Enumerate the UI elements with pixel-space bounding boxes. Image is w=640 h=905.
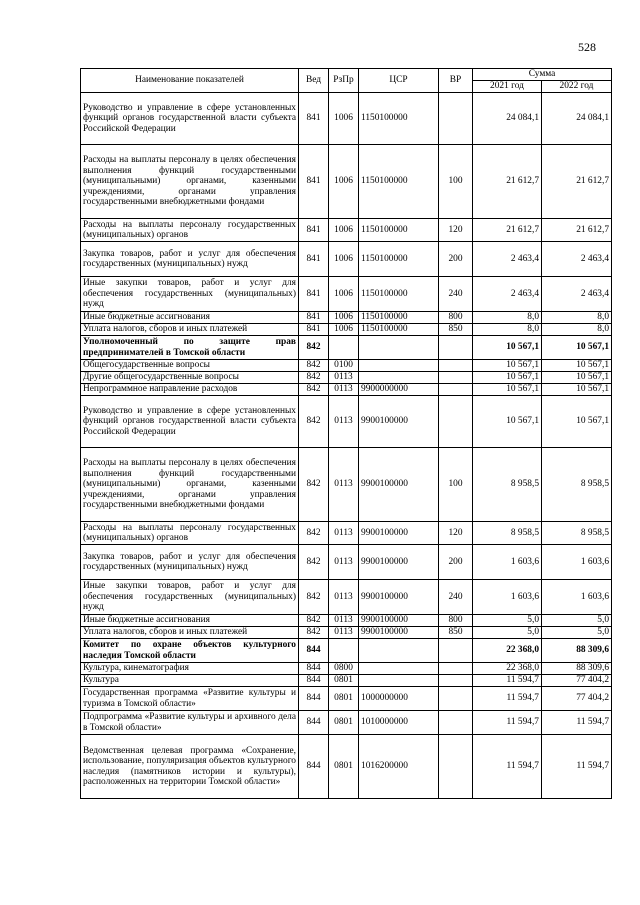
table-row	[81, 711, 612, 735]
cell-vr: 800	[439, 312, 473, 324]
cell-vr	[439, 687, 473, 711]
cell-rzpr: 0113	[329, 384, 359, 396]
cell-rzpr: 1006	[329, 93, 359, 145]
cell-ved: 842	[299, 396, 329, 448]
cell-rzpr: 0113	[329, 627, 359, 639]
cell-rzpr: 0800	[329, 663, 359, 675]
table-row	[81, 687, 612, 711]
cell-rzpr: 0113	[329, 545, 359, 580]
cell-ved: 844	[299, 663, 329, 675]
cell-rzpr: 0113	[329, 372, 359, 384]
cell-vr: 240	[439, 580, 473, 615]
cell-name: Уполномоченный по защите прав предпринимателей в Томской области	[81, 336, 299, 360]
cell-rzpr: 0113	[329, 580, 359, 615]
cell-2022: 77 404,2	[542, 675, 612, 687]
cell-2021: 21 612,7	[473, 219, 542, 242]
cell-csr: 9900100000	[359, 580, 439, 615]
table-row	[81, 93, 612, 145]
cell-2022: 10 567,1	[542, 372, 612, 384]
cell-csr	[359, 663, 439, 675]
cell-rzpr: 0113	[329, 448, 359, 522]
cell-rzpr: 1006	[329, 312, 359, 324]
cell-2021: 8 958,5	[473, 522, 542, 545]
cell-name: Иные бюджетные ассигнования	[81, 615, 299, 627]
cell-vr: 850	[439, 324, 473, 336]
cell-vr	[439, 93, 473, 145]
cell-ved: 841	[299, 277, 329, 312]
cell-2022: 11 594,7	[542, 735, 612, 799]
cell-vr: 200	[439, 242, 473, 277]
cell-name: Расходы на выплаты персоналу государственных (муниципальных) органов	[81, 219, 299, 242]
cell-rzpr: 0801	[329, 687, 359, 711]
cell-name: Уплата налогов, сборов и иных платежей	[81, 627, 299, 639]
cell-ved: 844	[299, 735, 329, 799]
cell-vr: 800	[439, 615, 473, 627]
cell-2021: 5,0	[473, 627, 542, 639]
cell-ved: 841	[299, 242, 329, 277]
cell-2022: 10 567,1	[542, 384, 612, 396]
cell-vr: 100	[439, 448, 473, 522]
cell-2022: 8,0	[542, 312, 612, 324]
cell-vr	[439, 384, 473, 396]
cell-name: Уплата налогов, сборов и иных платежей	[81, 324, 299, 336]
table-row	[81, 277, 612, 312]
header-2022: 2022 год	[542, 81, 612, 93]
cell-name: Государственная программа «Развитие культуры и туризма в Томской области»	[81, 687, 299, 711]
cell-vr	[439, 711, 473, 735]
cell-ved: 844	[299, 639, 329, 663]
cell-2022: 5,0	[542, 615, 612, 627]
cell-ved: 841	[299, 312, 329, 324]
table-row	[81, 360, 612, 372]
cell-vr	[439, 372, 473, 384]
cell-2021: 8,0	[473, 324, 542, 336]
cell-csr: 9900100000	[359, 396, 439, 448]
header-sum: Сумма	[473, 69, 612, 81]
cell-csr: 1000000000	[359, 687, 439, 711]
cell-rzpr: 1006	[329, 219, 359, 242]
cell-2021: 5,0	[473, 615, 542, 627]
cell-name: Другие общегосударственные вопросы	[81, 372, 299, 384]
cell-rzpr: 0801	[329, 735, 359, 799]
cell-2022: 8 958,5	[542, 448, 612, 522]
table-row	[81, 324, 612, 336]
cell-2022: 88 309,6	[542, 663, 612, 675]
table-row	[81, 312, 612, 324]
cell-ved: 841	[299, 145, 329, 219]
cell-name: Подпрограмма «Развитие культуры и архивного дела в Томской области»	[81, 711, 299, 735]
cell-2022: 10 567,1	[542, 396, 612, 448]
cell-csr: 9900100000	[359, 448, 439, 522]
cell-ved: 842	[299, 580, 329, 615]
cell-name: Общегосударственные вопросы	[81, 360, 299, 372]
cell-ved: 842	[299, 545, 329, 580]
cell-rzpr: 0100	[329, 360, 359, 372]
cell-rzpr	[329, 639, 359, 663]
cell-csr	[359, 639, 439, 663]
cell-vr	[439, 639, 473, 663]
cell-csr	[359, 372, 439, 384]
cell-ved: 842	[299, 615, 329, 627]
cell-vr	[439, 360, 473, 372]
cell-vr: 100	[439, 145, 473, 219]
table-row	[81, 663, 612, 675]
cell-csr: 1150100000	[359, 242, 439, 277]
cell-name: Комитет по охране объектов культурного наследия Томской области	[81, 639, 299, 663]
cell-name: Непрограммное направление расходов	[81, 384, 299, 396]
cell-name: Расходы на выплаты персоналу в целях обеспечения выполнения функций государственными (муниципальными) органами, казенными учреждениями, органами управления государственными внебюджетными фондами	[81, 448, 299, 522]
table-row	[81, 580, 612, 615]
page-number: 528	[578, 40, 596, 54]
cell-csr: 1150100000	[359, 324, 439, 336]
cell-rzpr: 0801	[329, 711, 359, 735]
cell-2021: 11 594,7	[473, 675, 542, 687]
header-csr: ЦСР	[359, 69, 439, 93]
table-row	[81, 448, 612, 522]
cell-csr	[359, 360, 439, 372]
cell-name: Закупка товаров, работ и услуг для обеспечения государственных (муниципальных) нужд	[81, 242, 299, 277]
cell-name: Руководство и управление в сфере установленных функций органов государственной власти субъекта Российской Федерации	[81, 93, 299, 145]
cell-2021: 2 463,4	[473, 242, 542, 277]
cell-rzpr: 0801	[329, 675, 359, 687]
cell-vr	[439, 336, 473, 360]
table-row	[81, 336, 612, 360]
header-2021: 2021 год	[473, 81, 542, 93]
cell-ved: 844	[299, 687, 329, 711]
cell-vr: 240	[439, 277, 473, 312]
cell-ved: 842	[299, 384, 329, 396]
cell-csr: 9900100000	[359, 627, 439, 639]
cell-2021: 11 594,7	[473, 711, 542, 735]
cell-rzpr: 0113	[329, 396, 359, 448]
table-row	[81, 145, 612, 219]
table-row	[81, 242, 612, 277]
cell-2022: 10 567,1	[542, 360, 612, 372]
cell-rzpr	[329, 336, 359, 360]
cell-ved: 842	[299, 336, 329, 360]
table-row	[81, 735, 612, 799]
cell-vr	[439, 396, 473, 448]
cell-ved: 841	[299, 219, 329, 242]
header-name: Наименование показателей	[81, 69, 299, 93]
cell-2021: 21 612,7	[473, 145, 542, 219]
cell-2022: 10 567,1	[542, 336, 612, 360]
cell-ved: 842	[299, 372, 329, 384]
cell-vr	[439, 663, 473, 675]
cell-2022: 24 084,1	[542, 93, 612, 145]
cell-csr: 1150100000	[359, 93, 439, 145]
header-vr: ВР	[439, 69, 473, 93]
cell-name: Иные закупки товаров, работ и услуг для обеспечения государственных (муниципальных) нужд	[81, 580, 299, 615]
cell-csr: 1016200000	[359, 735, 439, 799]
cell-csr: 1150100000	[359, 277, 439, 312]
cell-name: Расходы на выплаты персоналу государственных (муниципальных) органов	[81, 522, 299, 545]
cell-2022: 1 603,6	[542, 580, 612, 615]
cell-2021: 1 603,6	[473, 580, 542, 615]
header-ved: Вед	[299, 69, 329, 93]
cell-csr: 9900100000	[359, 545, 439, 580]
cell-2022: 8 958,5	[542, 522, 612, 545]
table-row	[81, 545, 612, 580]
cell-2022: 1 603,6	[542, 545, 612, 580]
cell-vr	[439, 675, 473, 687]
table-row	[81, 219, 612, 242]
table-row	[81, 675, 612, 687]
cell-csr	[359, 675, 439, 687]
cell-name: Закупка товаров, работ и услуг для обеспечения государственных (муниципальных) нужд	[81, 545, 299, 580]
cell-2022: 21 612,7	[542, 219, 612, 242]
cell-2022: 2 463,4	[542, 242, 612, 277]
cell-2021: 10 567,1	[473, 372, 542, 384]
cell-rzpr: 1006	[329, 145, 359, 219]
cell-2021: 24 084,1	[473, 93, 542, 145]
cell-csr: 9900100000	[359, 522, 439, 545]
table-row	[81, 384, 612, 396]
cell-name: Культура, кинематография	[81, 663, 299, 675]
table-row	[81, 615, 612, 627]
cell-2021: 10 567,1	[473, 336, 542, 360]
cell-2022: 21 612,7	[542, 145, 612, 219]
cell-vr	[439, 735, 473, 799]
cell-vr: 120	[439, 522, 473, 545]
cell-name: Иные закупки товаров, работ и услуг для обеспечения государственных (муниципальных) нужд	[81, 277, 299, 312]
cell-name: Культура	[81, 675, 299, 687]
cell-rzpr: 0113	[329, 522, 359, 545]
cell-2021: 10 567,1	[473, 384, 542, 396]
cell-2022: 2 463,4	[542, 277, 612, 312]
cell-ved: 844	[299, 675, 329, 687]
cell-ved: 844	[299, 711, 329, 735]
cell-ved: 842	[299, 627, 329, 639]
cell-2022: 77 404,2	[542, 687, 612, 711]
table-row	[81, 639, 612, 663]
cell-2022: 5,0	[542, 627, 612, 639]
cell-csr: 9900100000	[359, 615, 439, 627]
cell-ved: 841	[299, 93, 329, 145]
cell-ved: 842	[299, 448, 329, 522]
cell-2021: 1 603,6	[473, 545, 542, 580]
cell-ved: 842	[299, 522, 329, 545]
cell-vr: 120	[439, 219, 473, 242]
cell-vr: 200	[439, 545, 473, 580]
cell-2021: 8 958,5	[473, 448, 542, 522]
cell-vr: 850	[439, 627, 473, 639]
cell-2021: 10 567,1	[473, 360, 542, 372]
cell-2021: 22 368,0	[473, 663, 542, 675]
cell-rzpr: 1006	[329, 242, 359, 277]
budget-table	[80, 68, 612, 799]
table-body	[81, 93, 612, 799]
header-rzpr: РзПр	[329, 69, 359, 93]
cell-csr: 1010000000	[359, 711, 439, 735]
cell-ved: 841	[299, 324, 329, 336]
cell-2022: 11 594,7	[542, 711, 612, 735]
cell-name: Расходы на выплаты персоналу в целях обеспечения выполнения функций государственными (муниципальными) органами, казенными учреждениями, органами управления государственными внебюджетными фондами	[81, 145, 299, 219]
cell-rzpr: 1006	[329, 324, 359, 336]
cell-name: Руководство и управление в сфере установленных функций органов государственной власти субъекта Российской Федерации	[81, 396, 299, 448]
cell-2021: 11 594,7	[473, 687, 542, 711]
cell-rzpr: 0113	[329, 615, 359, 627]
table-row	[81, 396, 612, 448]
cell-2022: 8,0	[542, 324, 612, 336]
cell-2022: 88 309,6	[542, 639, 612, 663]
cell-2021: 11 594,7	[473, 735, 542, 799]
table-row	[81, 372, 612, 384]
cell-csr: 1150100000	[359, 312, 439, 324]
table-row	[81, 522, 612, 545]
cell-rzpr: 1006	[329, 277, 359, 312]
cell-csr	[359, 336, 439, 360]
cell-2021: 22 368,0	[473, 639, 542, 663]
cell-2021: 10 567,1	[473, 396, 542, 448]
table-row	[81, 627, 612, 639]
cell-csr: 1150100000	[359, 219, 439, 242]
cell-2021: 2 463,4	[473, 277, 542, 312]
cell-name: Иные бюджетные ассигнования	[81, 312, 299, 324]
cell-csr: 9900000000	[359, 384, 439, 396]
cell-csr: 1150100000	[359, 145, 439, 219]
cell-2021: 8,0	[473, 312, 542, 324]
cell-name: Ведомственная целевая программа «Сохранение, использование, популяризация объектов культурного наследия (памятников истории и культуры), расположенных на территории Томской области»	[81, 735, 299, 799]
cell-ved: 842	[299, 360, 329, 372]
